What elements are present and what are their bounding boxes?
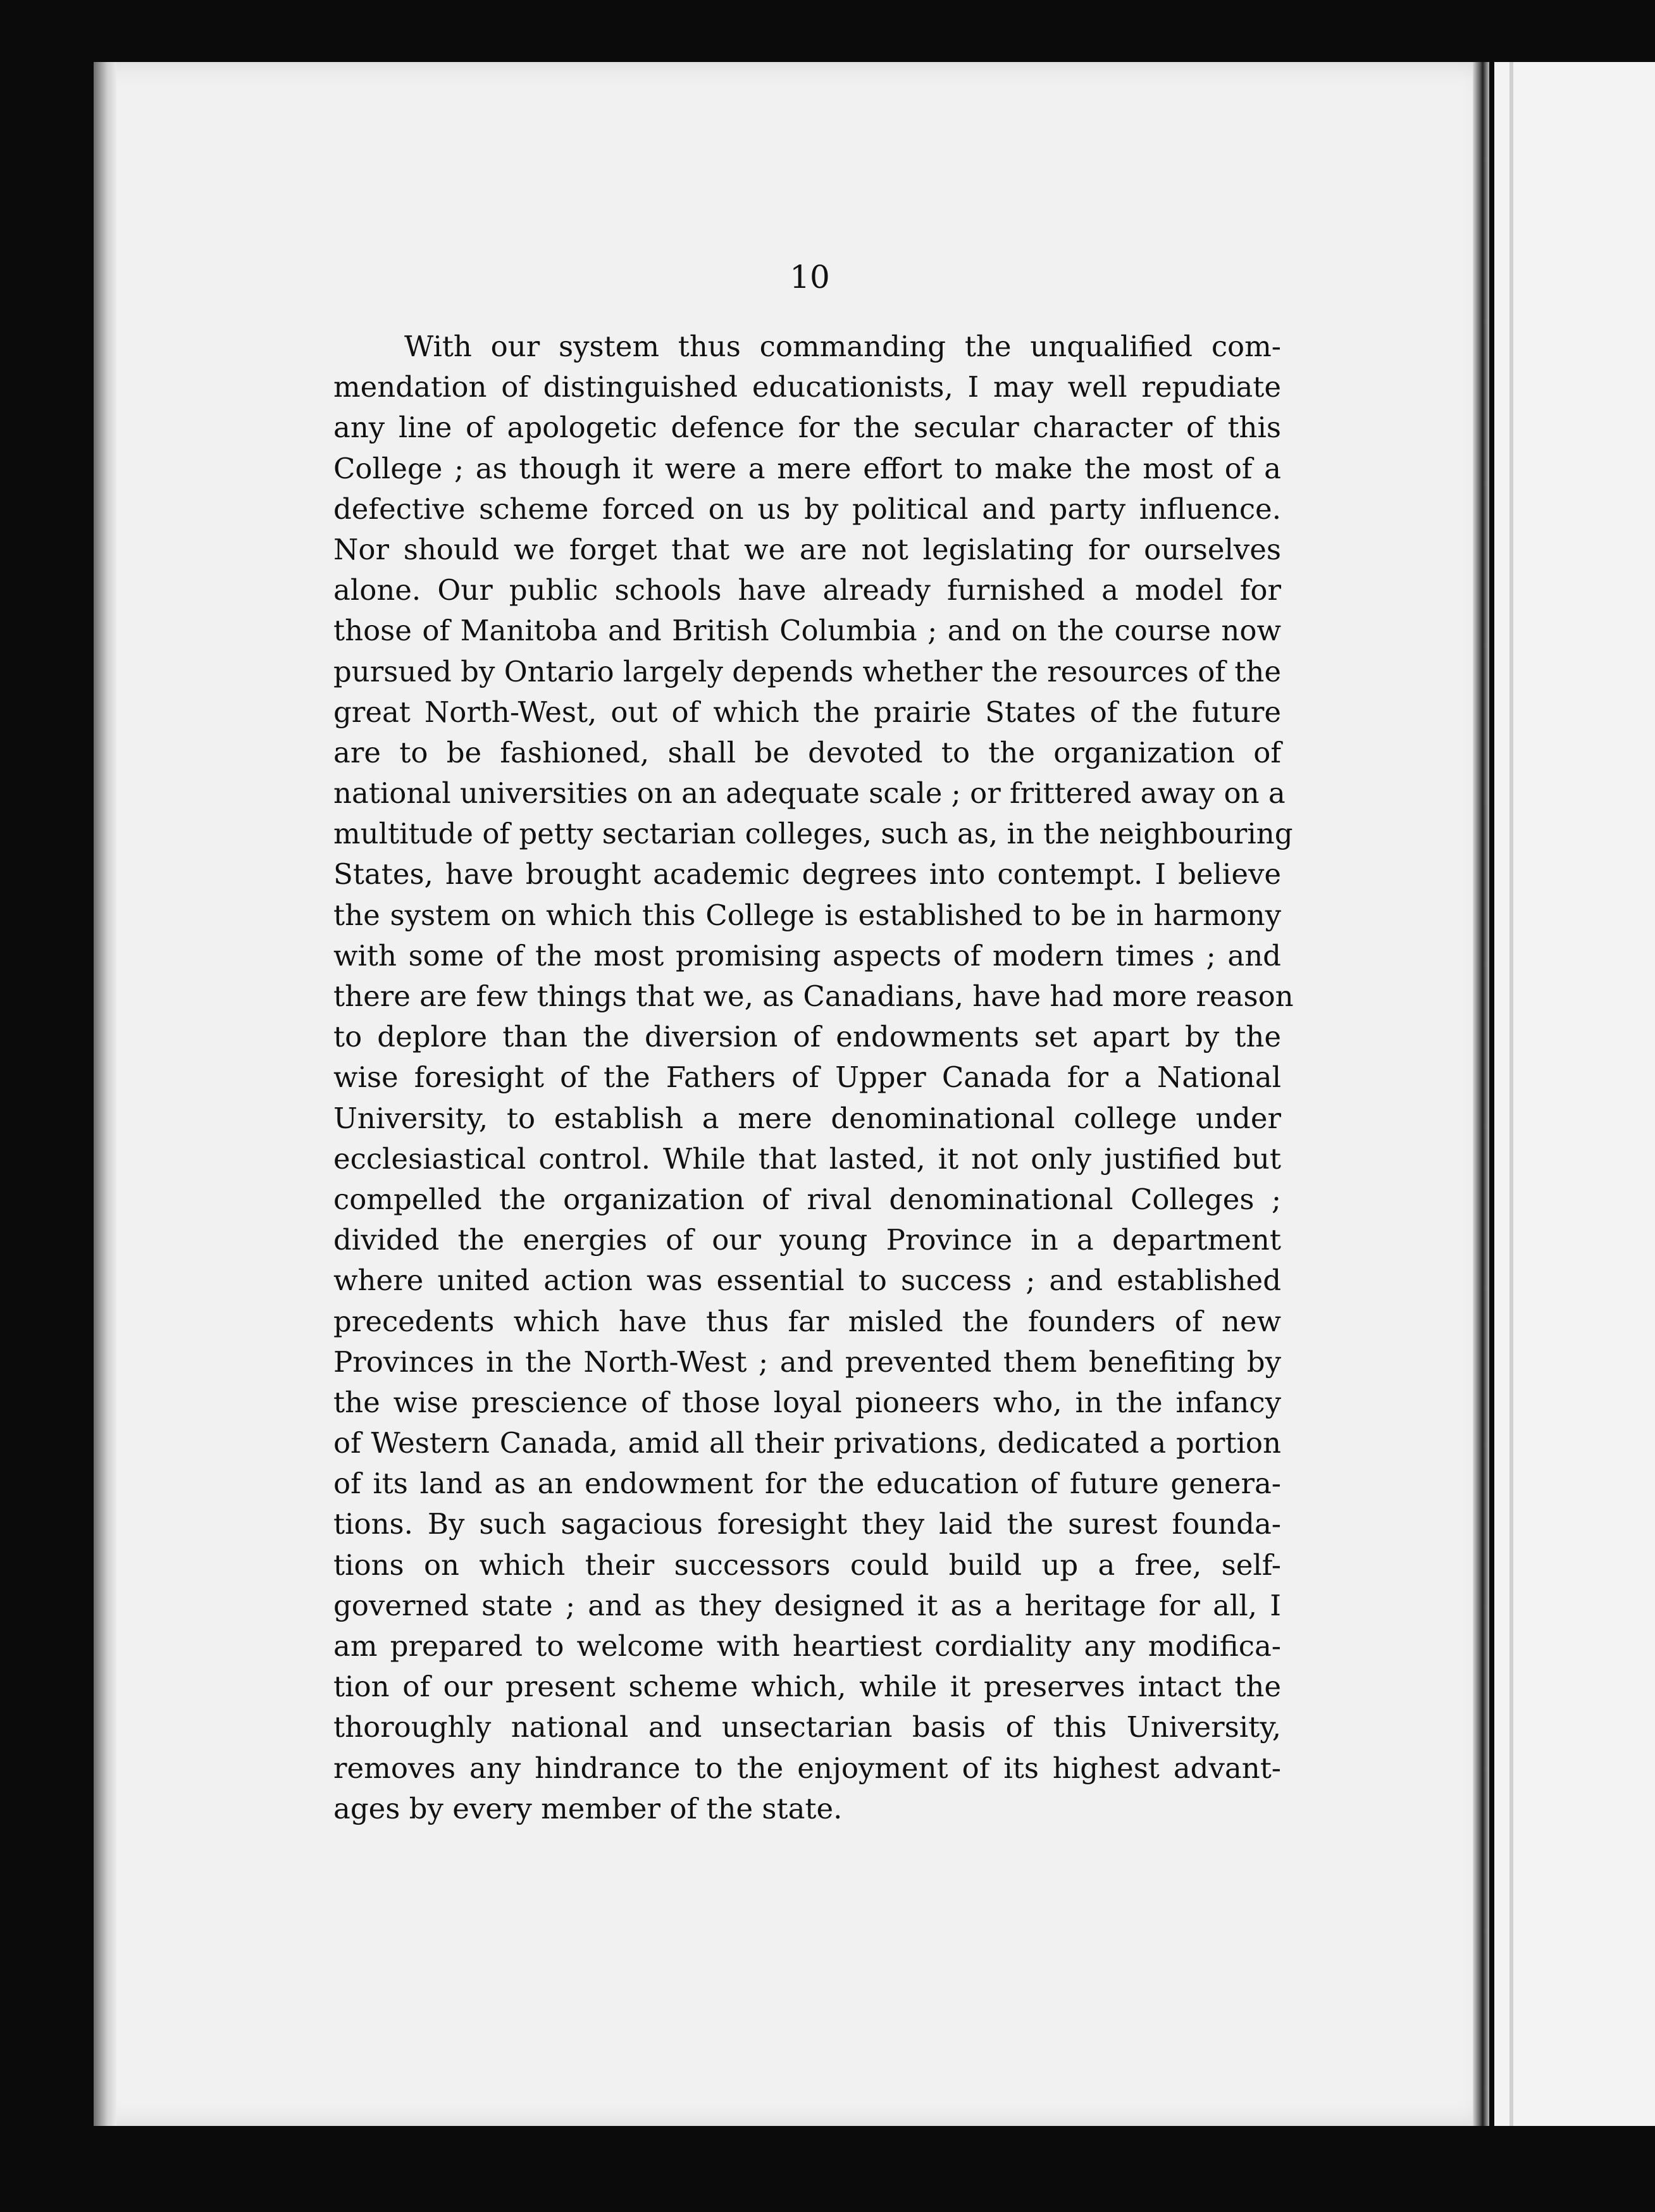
page-binding-edge	[94, 62, 116, 2126]
text-line: pursued by Ontario largely depends whether the resources of the	[333, 654, 1281, 688]
text-line: to deplore than the diversion of endowments set apart by the	[333, 1020, 1281, 1054]
text-line: States, have brought academic degrees into contempt. I believe	[333, 857, 1281, 892]
text-line: alone. Our public schools have already furnished a model for	[333, 573, 1281, 607]
text-line: Nor should we forget that we are not legislating for ourselves	[333, 532, 1281, 566]
text-line: with some of the most promising aspects of modern times ; and	[333, 938, 1281, 972]
text-line: are to be fashioned, shall be devoted to the organization of	[333, 735, 1281, 769]
text-line: any line of apologetic defence for the secular character of this	[333, 411, 1281, 445]
text-line: multitude of petty sectarian colleges, such as, in the neighbouring	[333, 817, 1293, 851]
text-line: removes any hindrance to the enjoyment of its highest advant-	[333, 1751, 1281, 1785]
page-number: 10	[790, 259, 830, 295]
text-line: University, to establish a mere denominational college under	[333, 1101, 1281, 1135]
text-line: of its land as an endowment for the education of future genera-	[333, 1467, 1281, 1501]
text-line: tion of our present scheme which, while it preserves intact the	[333, 1670, 1281, 1704]
text-line: defective scheme forced on us by political and party influence.	[333, 492, 1281, 526]
text-line: national universities on an adequate scale ; or frittered away on a	[333, 776, 1286, 811]
text-line: there are few things that we, as Canadians, have had more reason	[333, 979, 1294, 1013]
text-line: governed state ; and as they designed it as a heritage for all, I	[333, 1588, 1281, 1622]
text-line: ecclesiastical control. While that lasted, it not only justified but	[333, 1141, 1281, 1176]
text-line: tions on which their successors could build up a free, self-	[333, 1548, 1281, 1582]
text-line: ages by every member of the state.	[333, 1791, 843, 1825]
body-paragraph	[333, 326, 1294, 1829]
text-line: divided the energies of our young Province in a department	[333, 1223, 1281, 1257]
text-line: With our system thus commanding the unqualified com-	[404, 330, 1281, 363]
text-line: mendation of distinguished educationists, I may well repudiate	[333, 370, 1281, 404]
text-line: the wise prescience of those loyal pioneers who, in the infancy	[333, 1385, 1281, 1419]
text-line: compelled the organization of rival denominational Colleges ;	[333, 1182, 1281, 1216]
text-line: tions. By such sagacious foresight they laid the surest founda-	[333, 1507, 1281, 1541]
text-line: College ; as though it were a mere effort to make the most of a	[333, 451, 1281, 485]
text-line: those of Manitoba and British Columbia ; and on the course now	[333, 614, 1281, 648]
text-line: thoroughly national and unsectarian basis of this University,	[333, 1710, 1281, 1744]
text-line: wise foresight of the Fathers of Upper Canada for a National	[333, 1060, 1281, 1095]
facing-page-edge	[1494, 62, 1655, 2126]
text-line: of Western Canada, amid all their privations, dedicated a portion	[333, 1426, 1281, 1460]
facing-page-gutter	[1509, 62, 1513, 2126]
text-line: precedents which have thus far misled the founders of new	[333, 1304, 1281, 1338]
text-line: am prepared to welcome with heartiest cordiality any modifica-	[333, 1629, 1281, 1663]
text-line: Provinces in the North-West ; and prevented them benefiting by	[333, 1345, 1281, 1379]
text-line: great North-West, out of which the prairie States of the future	[333, 695, 1281, 729]
text-line: the system on which this College is established to be in harmony	[333, 898, 1281, 932]
text-line: where united action was essential to success ; and established	[333, 1264, 1281, 1298]
page-fold-edge	[1473, 62, 1489, 2126]
